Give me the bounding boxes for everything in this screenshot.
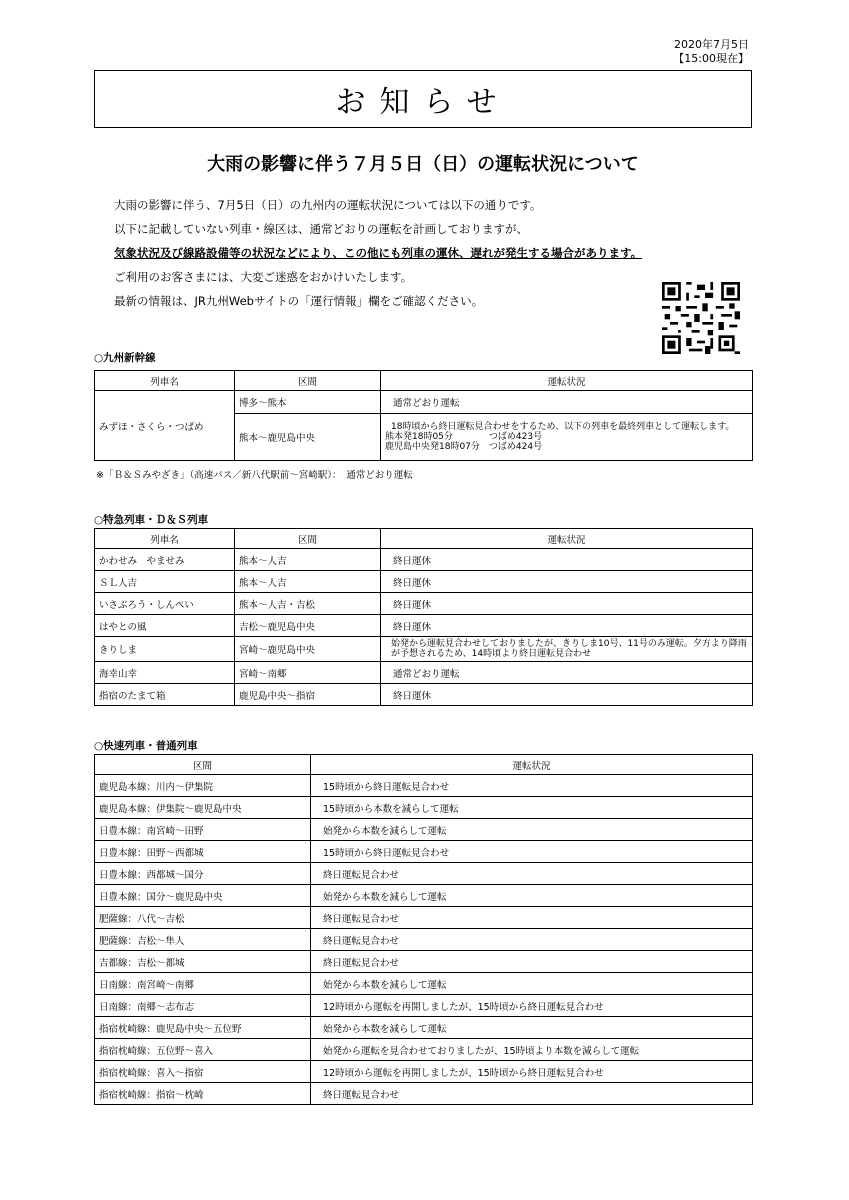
status-text: 18時頃から終日運転見合わせをするため、以下の列車を最終列車として運転します。	[391, 422, 735, 432]
status-cell: 始発から運転を見合わせておりましたが、15時頃より本数を減らして運転	[311, 1039, 753, 1061]
status-cell: 始発から運転見合わせしておりましたが、きりしま10号、11号のみ運転。夕方より降雨が予想されるため、14時頃より終日運転見合わせ	[381, 637, 753, 662]
status-cell: 終日運転見合わせ	[311, 1083, 753, 1105]
table-row	[95, 907, 753, 929]
section-cell: 肥薩線：八代～吉松	[95, 907, 311, 929]
shinkansen-table	[94, 370, 753, 461]
last-train-1: 熊本発18時05分 つばめ423号	[385, 432, 543, 442]
table-row	[95, 929, 753, 951]
column-header-status: 運転状況	[381, 529, 753, 549]
status-cell: 12時頃から運転を再開しましたが、15時頃から終日運転見合わせ	[311, 995, 753, 1017]
date-text: 2020年7月5日	[674, 38, 749, 51]
table-row	[95, 841, 753, 863]
as-of-time: 【15:00現在】	[673, 52, 749, 65]
column-header-section: 区間	[235, 371, 381, 391]
status-cell: 12時頃から運転を再開しましたが、15時頃から終日運転見合わせ	[311, 1061, 753, 1083]
train-name: いさぶろう・しんぺい	[95, 593, 235, 615]
section-cell: 熊本～人吉	[235, 549, 381, 571]
date-stamp	[673, 38, 749, 66]
status-cell: 通常どおり運転	[381, 662, 753, 684]
table-row	[95, 549, 753, 571]
last-train-2: 鹿児島中央発18時07分 つばめ424号	[385, 442, 543, 452]
column-header-train: 列車名	[95, 529, 235, 549]
page-title: 大雨の影響に伴う７月５日（日）の運転状況について	[207, 154, 639, 175]
status-cell: 15時頃から本数を減らして運転	[311, 797, 753, 819]
section-cell: 熊本～人吉・吉松	[235, 593, 381, 615]
intro-line: 以下に記載していない列車・線区は、通常どおりの運転を計画しておりますが、	[114, 222, 528, 236]
limited-express-table	[94, 528, 753, 706]
status-cell: 終日運転見合わせ	[311, 951, 753, 973]
section-cell: 宮崎～南郷	[235, 662, 381, 684]
table-header-row	[95, 755, 753, 775]
table-row	[95, 797, 753, 819]
table-row	[95, 637, 753, 662]
table-row	[95, 1083, 753, 1105]
status-cell: 始発から本数を減らして運転	[311, 819, 753, 841]
status-cell: 通常どおり運転	[381, 391, 753, 414]
status-cell: 終日運転見合わせ	[311, 907, 753, 929]
train-name: 海幸山幸	[95, 662, 235, 684]
intro-line: 大雨の影響に伴う、7月5日（日）の九州内の運転状況については以下の通りです。	[114, 198, 542, 212]
table-row	[95, 1017, 753, 1039]
warning-line: 気象状況及び線路設備等の状況などにより、この他にも列車の運休、遅れが発生する場合があります。	[114, 246, 643, 260]
table-row	[95, 951, 753, 973]
section-cell: 熊本～人吉	[235, 571, 381, 593]
table-row	[95, 684, 753, 706]
status-cell: 終日運休	[381, 615, 753, 637]
status-cell: 終日運休	[381, 593, 753, 615]
limited-express-section-title: ○特急列車・Ｄ＆Ｓ列車	[94, 514, 209, 526]
train-name: 指宿のたまて箱	[95, 684, 235, 706]
table-row	[95, 571, 753, 593]
table-header-row	[95, 529, 753, 549]
table-row	[95, 863, 753, 885]
section-cell: 鹿児島本線：伊集院～鹿児島中央	[95, 797, 311, 819]
intro-text	[114, 193, 674, 313]
train-name: ＳＬ人吉	[95, 571, 235, 593]
shinkansen-section-title: ○九州新幹線	[94, 352, 156, 364]
local-train-section-title: ○快速列車・普通列車	[94, 740, 198, 752]
table-row	[95, 615, 753, 637]
section-cell: 吉松～鹿児島中央	[235, 615, 381, 637]
table-row	[95, 662, 753, 684]
section-cell: 吉都線：吉松～都城	[95, 951, 311, 973]
section-cell: 日豊本線：田野～西都城	[95, 841, 311, 863]
status-cell: 15時頃から終日運転見合わせ	[311, 841, 753, 863]
local-train-table	[94, 754, 753, 1105]
section-cell: 日豊本線：西都城～国分	[95, 863, 311, 885]
section-cell: 熊本～鹿児島中央	[235, 414, 381, 461]
status-cell: 終日運転見合わせ	[311, 863, 753, 885]
section-cell: 鹿児島本線：川内～伊集院	[95, 775, 311, 797]
status-cell: 終日運転見合わせ	[311, 929, 753, 951]
website-reference-line: 最新の情報は、JR九州Webサイトの「運行情報」欄をご確認ください。	[114, 294, 484, 308]
section-cell: 指宿枕崎線：喜入～指宿	[95, 1061, 311, 1083]
table-row	[95, 819, 753, 841]
qr-code-icon[interactable]	[662, 282, 740, 354]
column-header-section: 区間	[235, 529, 381, 549]
section-cell: 博多～熊本	[235, 391, 381, 414]
section-cell: 日豊本線：国分～鹿児島中央	[95, 885, 311, 907]
status-cell: 15時頃から終日運転見合わせ	[311, 775, 753, 797]
notice-banner: お知らせ	[94, 70, 752, 128]
table-row	[95, 885, 753, 907]
column-header-section: 区間	[95, 755, 311, 775]
table-row	[95, 391, 753, 414]
column-header-train: 列車名	[95, 371, 235, 391]
section-cell: 指宿枕崎線：五位野～喜入	[95, 1039, 311, 1061]
section-cell: 指宿枕崎線：指宿～枕崎	[95, 1083, 311, 1105]
status-cell	[381, 414, 753, 461]
table-row	[95, 973, 753, 995]
table-header-row	[95, 371, 753, 391]
train-name: みずほ・さくら・つばめ	[95, 391, 235, 461]
status-cell: 終日運休	[381, 571, 753, 593]
table-row	[95, 1061, 753, 1083]
table-row	[95, 593, 753, 615]
status-cell: 始発から本数を減らして運転	[311, 885, 753, 907]
train-name: かわせみ やませみ	[95, 549, 235, 571]
table-row	[95, 775, 753, 797]
status-cell: 始発から本数を減らして運転	[311, 1017, 753, 1039]
column-header-status: 運転状況	[381, 371, 753, 391]
section-cell: 鹿児島中央～指宿	[235, 684, 381, 706]
table-row	[95, 1039, 753, 1061]
section-cell: 日南線：南郷～志布志	[95, 995, 311, 1017]
train-name: きりしま	[95, 637, 235, 662]
bus-note: ※「Ｂ＆Ｓみやざき」（高速バス／新八代駅前～宮崎駅）： 通常どおり運転	[96, 470, 413, 481]
section-cell: 指宿枕崎線：鹿児島中央～五位野	[95, 1017, 311, 1039]
status-cell: 終日運休	[381, 549, 753, 571]
status-cell: 終日運休	[381, 684, 753, 706]
table-row	[95, 995, 753, 1017]
section-cell: 日南線：南宮崎～南郷	[95, 973, 311, 995]
section-cell: 宮崎～鹿児島中央	[235, 637, 381, 662]
column-header-status: 運転状況	[311, 755, 753, 775]
train-name: はやとの風	[95, 615, 235, 637]
status-cell: 始発から本数を減らして運転	[311, 973, 753, 995]
section-cell: 日豊本線：南宮崎～田野	[95, 819, 311, 841]
section-cell: 肥薩線：吉松～隼人	[95, 929, 311, 951]
intro-line: ご利用のお客さまには、大変ご迷惑をおかけいたします。	[114, 270, 413, 284]
